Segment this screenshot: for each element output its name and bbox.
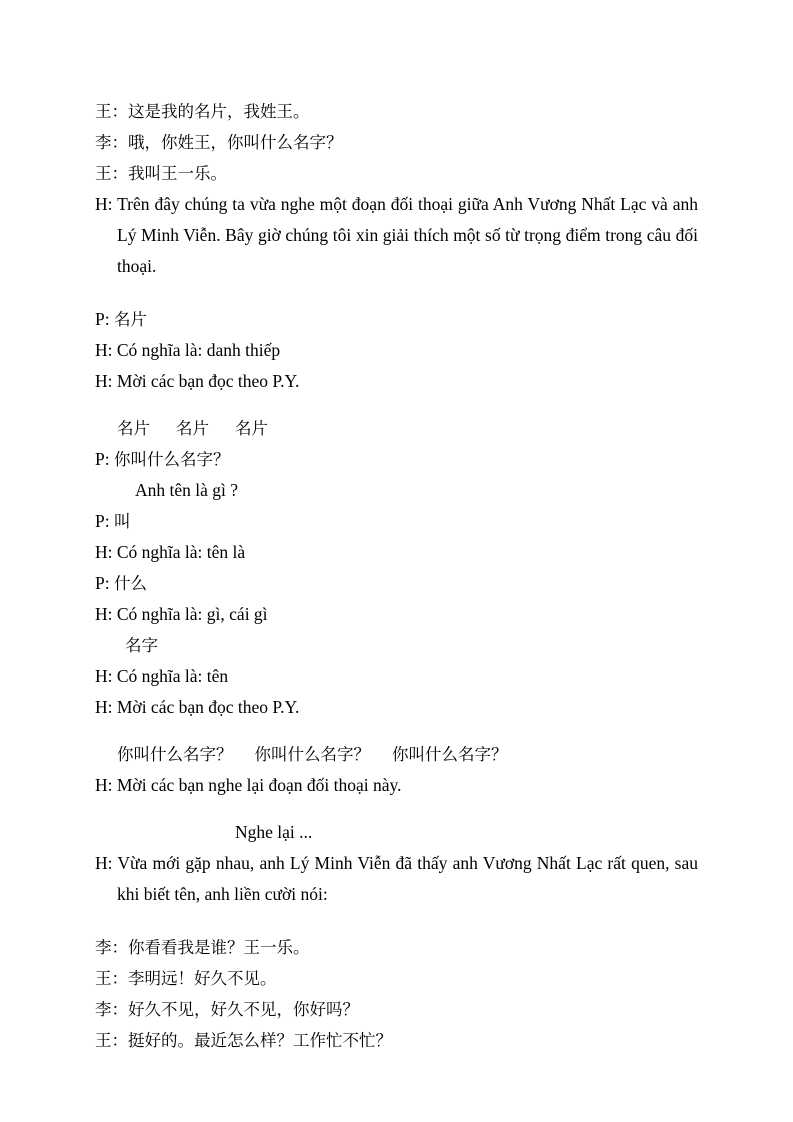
vocab-line [95,366,698,397]
listen-again-label: Nghe lại ... [235,822,313,842]
narration-paragraph-1 [95,189,703,282]
speaker-label: H: [95,371,113,391]
dialogue-top [95,96,698,189]
dialogue-line [95,994,698,1025]
speaker-label: P: [95,449,110,469]
repeat-phrase: 你叫什么名字？ [254,745,370,764]
vocab-line [95,475,698,506]
spacer [95,282,698,304]
narration-text [95,848,703,910]
cue-text: Mời các bạn nghe lại đoạn đối thoại này. [116,775,402,795]
speaker-label: 李： [95,133,128,152]
vocab-line [95,692,698,723]
speaker-label: 王： [95,1031,128,1050]
vocab-gloss: Có nghĩa là: gì, cái gì [116,604,268,624]
vocab-line [95,630,698,661]
speaker-label: 李： [95,938,128,957]
listen-again-cue [95,770,698,801]
spacer [95,723,698,739]
dialogue-line [95,932,698,963]
spacer [95,910,698,932]
vocab-line [95,661,698,692]
dialogue-text: 我叫王一乐。 [128,164,227,183]
vocab-line [95,304,698,335]
repeat-word: 名片 [176,419,209,438]
vocab-section-2 [95,444,698,723]
dialogue-text: 哦，你姓王，你叫什么名字？ [128,133,343,152]
dialogue-line [95,96,698,127]
vocab-section-1 [95,304,698,397]
dialogue-text: 你看看我是谁？王一乐。 [128,938,310,957]
vocab-term: 叫 [113,512,131,531]
vocab-term: 什么 [113,574,147,593]
vocab-term: 名片 [113,310,147,329]
vocab-line [95,506,698,537]
dialogue-line [95,1025,698,1056]
speaker-label: H: [95,853,113,873]
vocab-line [95,537,698,568]
repeat-phrases-row [95,739,698,770]
speaker-label: H: [95,340,113,360]
narration-body: Trên đây chúng ta vừa nghe một đoạn đối thoại giữa Anh Vương Nhất Lạc và anh Lý Minh Viễn. Bây giờ chúng tôi xin giải thích một số từ trọng điểm trong câu đối thoại. [117,194,703,276]
speaker-label: H: [95,542,113,562]
dialogue-text: 挺好的。最近怎么样？工作忙不忙？ [128,1031,392,1050]
repeat-word: 名片 [117,419,150,438]
vocab-gloss: Có nghĩa là: tên là [116,542,246,562]
vocab-line [95,335,698,366]
vocab-instruction: Mời các bạn đọc theo P.Y. [116,371,300,391]
speaker-label: P: [95,573,110,593]
vocab-line [95,568,698,599]
spacer [95,801,698,817]
speaker-label: H: [95,194,113,214]
vocab-term: 名字 [125,636,158,655]
repeat-phrase: 你叫什么名字？ [117,745,233,764]
vocab-line [95,599,698,630]
dialogue-bottom [95,932,698,1056]
dialogue-text: 好久不见，好久不见，你好吗？ [128,1000,359,1019]
vocab-term: 你叫什么名字？ [113,450,230,469]
spacer [95,397,698,413]
speaker-label: 李： [95,1000,128,1019]
dialogue-line [95,158,698,189]
vocab-instruction: Mời các bạn đọc theo P.Y. [116,697,300,717]
narration-text [95,189,703,282]
speaker-label: P: [95,511,110,531]
vocab-gloss: Có nghĩa là: tên [116,666,229,686]
speaker-label: H: [95,697,113,717]
speaker-label: P: [95,309,110,329]
speaker-label: 王： [95,102,128,121]
dialogue-line [95,127,698,158]
dialogue-text: 李明远！好久不见。 [128,969,277,988]
speaker-label: 王： [95,164,128,183]
vocab-line [95,444,698,475]
vocab-gloss: Anh tên là gì ? [135,480,239,500]
speaker-label: 王： [95,969,128,988]
speaker-label: H: [95,666,113,686]
vocab-gloss: Có nghĩa là: danh thiếp [116,340,281,360]
repeat-phrase: 你叫什么名字？ [392,745,508,764]
speaker-label: H: [95,775,113,795]
dialogue-text: 这是我的名片，我姓王。 [128,102,310,121]
narration-body: Vừa mới gặp nhau, anh Lý Minh Viễn đã thấy anh Vương Nhất Lạc rất quen, sau khi biết tên, anh liền cười nói: [117,853,703,904]
dialogue-line [95,963,698,994]
repeat-words-row [95,413,698,444]
speaker-label: H: [95,604,113,624]
narration-paragraph-2 [95,848,703,910]
repeat-word: 名片 [235,419,268,438]
